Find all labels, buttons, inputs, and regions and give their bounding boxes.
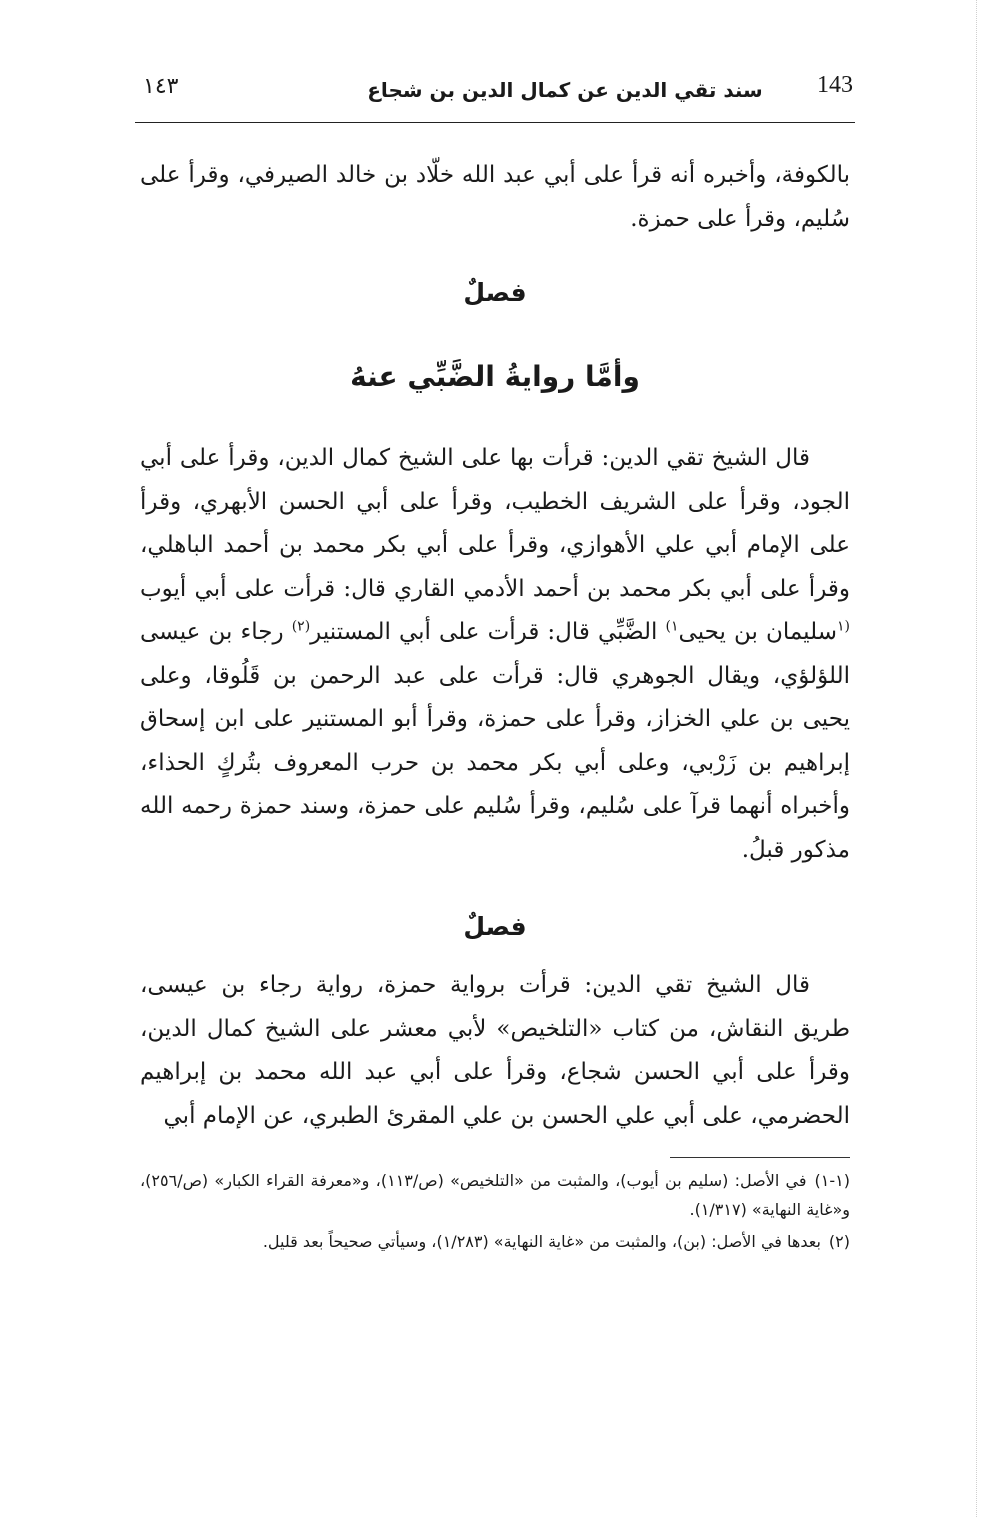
footnote-1-mark: (١-١) [814,1171,850,1190]
page-number-latin: 143 [817,72,853,98]
paragraph-2-part-b: سليمان بن يحيى [678,619,837,645]
paragraph-2-part-c: الضَّبِّي قال: قرأت على أبي المستنير [310,619,666,645]
paragraph-2-part-d: رجاء بن عيسى اللؤلؤي، ويقال الجوهري قال: قرأت على عبد الرحمن بن قَلُوقا، وعلى يحيى بن علي الخزاز، وقرأ على حمزة، وقرأ أبو المستنير على ابن إسحاق إبراهيم بن زَرْبي، وعلى أبي بكر محمد بن حرب المعروف بتُركٍ الحذاء، وأخبراه أنهما قرآ على سُليم، وقرأ سُليم على حمزة، وسند حمزة رحمه الله مذكور قبلُ. [140,619,850,863]
page-number-arabic: ١٤٣ [143,74,179,99]
footnote-1-close-marker: ١) [665,618,679,635]
footnote-divider [670,1157,850,1158]
section-heading-2: فصلٌ [463,912,527,941]
page-header [135,70,855,108]
paragraph-1: بالكوفة، وأخبره أنه قرأ على أبي عبد الله خلّاد بن خالد الصيرفي، وقرأ على سُليم، وقرأ على حمزة. [140,162,850,232]
subsection-heading: وأمَّا روايةُ الضَّبِّي عنهُ [350,360,640,393]
paragraph-3: قال الشيخ تقي الدين: قرأت برواية حمزة، رواية رجاء بن عيسى، طريق النقاش، من كتاب «التلخيص» لأبي معشر على الشيخ كمال الدين، وقرأ على أبي الحسن شجاع، وقرأ على أبي عبد الله محمد بن إبراهيم الحضرمي، على أبي علي الحسن بن علي المقرئ الطبري، عن الإمام أبي [140,972,850,1129]
paragraph-2 [140,437,850,872]
footnote-1-open-marker: (١ [837,618,850,635]
paragraph-2-part-a: قال الشيخ تقي الدين: قرأت بها على الشيخ كمال الدين، وقرأ على أبي الجود، وقرأ على الشريف الخطيب، وقرأ على أبي الحسن الأبهري، وقرأ على الإمام أبي علي الأهوازي، وقرأ على أبي بكر محمد بن أحمد الباهلي، وقرأ على أبي بكر محمد بن أحمد الأدمي القاري قال: قرأت على أبي أيوب [140,445,850,602]
footnote-1 [140,1166,850,1224]
scan-edge-line [975,0,977,1517]
running-title: سند تقي الدين عن كمال الدين بن شجاع [367,78,763,102]
footnote-2-marker: (٢) [291,618,311,635]
footnotes [140,1166,850,1259]
footnote-2-mark: (٢) [828,1232,850,1251]
header-divider [135,122,855,123]
section-heading-1: فصلٌ [463,278,527,307]
footnote-1-text: في الأصل: (سليم بن أيوب)، والمثبت من «التلخيص» (ص/١١٣)، و«معرفة القراء الكبار» (ص/٢٥٦)، و«غاية النهاية» (١/٣١٧). [140,1171,850,1219]
footnote-2-text: بعدها في الأصل: (بن)، والمثبت من «غاية النهاية» (١/٢٨٣)، وسيأتي صحيحاً بعد قليل. [262,1232,821,1251]
footnote-2 [140,1227,850,1256]
